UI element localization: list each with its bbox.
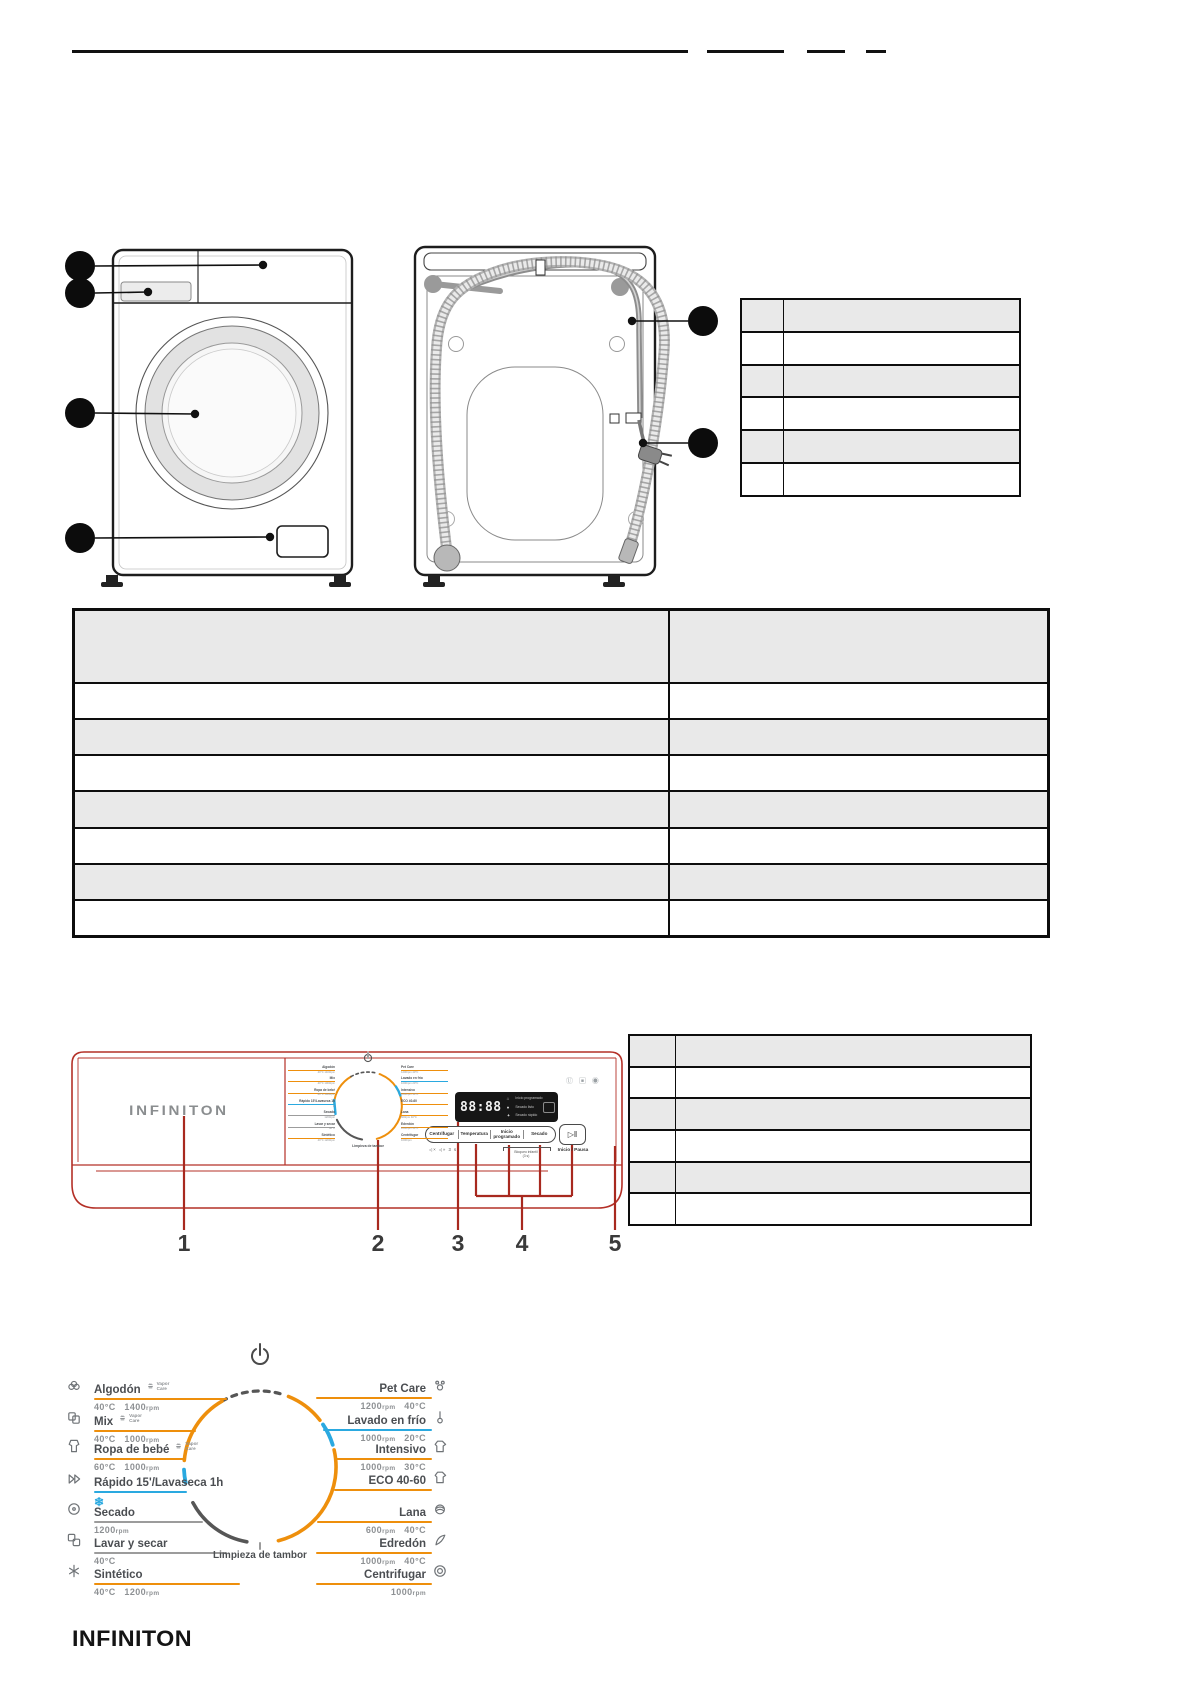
drain-hose-end	[434, 545, 460, 571]
mini-program-r-pido-15-lavaseca-1h: Rápido 15'/Lavaseca 1h ❄	[299, 1098, 335, 1108]
table-row	[75, 827, 1047, 863]
callout-bullet-power-cord	[688, 428, 718, 458]
certification-icons: Ⓤ ▣ ◉	[566, 1078, 601, 1085]
spin-button: Centrifugar	[429, 1131, 455, 1137]
eco-icon	[432, 1469, 448, 1485]
mix-icon	[66, 1410, 82, 1426]
callout-number-1: 1	[177, 1230, 191, 1256]
washdry-icon	[66, 1532, 82, 1548]
table-row	[742, 462, 1019, 495]
dry-button: Secado	[531, 1131, 548, 1137]
program-secado: Secado 1200rpm	[66, 1503, 248, 1535]
table-row	[630, 1097, 1030, 1129]
key-icon: ✦	[506, 1113, 511, 1118]
filter-door	[277, 526, 328, 557]
display-status-icons	[507, 1096, 511, 1118]
top-rule-dash-3	[866, 50, 886, 53]
table-row	[75, 682, 1047, 718]
mini-program-lana: Lana 600rpm 40°C	[401, 1110, 417, 1120]
table-header-row	[75, 611, 1047, 682]
table-row	[742, 300, 1019, 331]
mini-program-mix: Mix 40°C 1000rpm	[317, 1076, 335, 1086]
program-centrifugar: Centrifugar 1000rpm	[250, 1565, 448, 1597]
table-row	[630, 1129, 1030, 1161]
steam-icon	[146, 1382, 155, 1391]
program-r-pido-15-lavaseca-1h: Rápido 15'/Lavaseca 1h ❄	[66, 1473, 248, 1509]
hose-clip	[536, 260, 545, 275]
play-pause-icon: ▷‖	[567, 1130, 578, 1139]
sound-hint: ◁× ◁» 3 s	[429, 1147, 458, 1152]
panel-display	[455, 1092, 558, 1122]
program-intensivo: Intensivo 1000rpm 30°C	[250, 1440, 448, 1472]
drum-clean-label: Limpieza de tambor	[213, 1550, 307, 1561]
mini-program-pet-care: Pet Care 1200rpm 40°C	[401, 1065, 419, 1074]
callout-bullet-drawer	[65, 278, 95, 308]
display-digits: 88:88	[460, 1099, 502, 1115]
detergent-drawer	[121, 282, 191, 301]
intensive-icon	[432, 1438, 448, 1454]
callout-bullet-top-panel	[65, 251, 95, 281]
table-row	[75, 790, 1047, 826]
table-row	[742, 364, 1019, 397]
lock-icon: ⌂	[506, 1096, 510, 1101]
panel-legend-table	[628, 1034, 1032, 1226]
table-row	[630, 1161, 1030, 1193]
table-row	[630, 1192, 1030, 1224]
mini-program-intensivo: Intensivo 1000rpm 30°C	[401, 1087, 419, 1097]
mini-program-lavar-y-secar: Lavar y secar 40°C	[314, 1121, 335, 1131]
table-row	[742, 429, 1019, 462]
child-lock-hint: Bloqueo infantil (3 s)	[514, 1150, 538, 1158]
footer-brand-logo: INFINITON	[72, 1626, 192, 1651]
callout-bullet-door	[65, 398, 95, 428]
program-ropa-de-beb: Ropa de bebé Vapor Care 60°C 1000rpm	[66, 1440, 248, 1472]
table-row	[630, 1066, 1030, 1098]
mini-program-secado: Secado 1200rpm	[323, 1110, 335, 1120]
cold-icon	[432, 1409, 448, 1425]
top-rule-dash-2	[807, 50, 845, 53]
fast-icon	[66, 1471, 82, 1487]
spec-table	[72, 608, 1050, 938]
mini-program-ropa-de-beb: Ropa de bebé 60°C 1000rpm	[314, 1087, 335, 1097]
synthetic-icon	[66, 1563, 82, 1579]
display-indicators: Inicio programado Secado listo Secado rápido	[515, 1096, 543, 1117]
program-lana: Lana 600rpm 40°C	[250, 1503, 448, 1535]
mini-drum-clean-label: Limpieza de tambor	[352, 1144, 384, 1148]
top-rule-dash-1	[707, 50, 784, 53]
callout-number-5: 5	[608, 1230, 622, 1256]
start-pause-label: Inicio / Pausa	[557, 1148, 589, 1153]
program-eco-40-60: ECO 40-60	[250, 1471, 448, 1493]
display-side-box-icon	[543, 1102, 555, 1113]
program-lavar-y-secar: Lavar y secar 40°C	[66, 1534, 248, 1566]
program-algod-n: Algodón Vapor Care 40°C 1400rpm	[66, 1380, 248, 1412]
steam-icon	[174, 1442, 183, 1451]
callout-bullet-drain-hose	[688, 306, 718, 336]
start-pause-button	[559, 1124, 586, 1145]
callout-number-3: 3	[451, 1230, 465, 1256]
table-row	[75, 863, 1047, 899]
table-row	[630, 1036, 1030, 1066]
parts-table	[740, 298, 1021, 497]
mini-program-dial	[334, 1053, 402, 1140]
program-edred-n: Edredón 1000rpm 40°C	[250, 1534, 448, 1566]
mini-program-lavado-en-fr-o: Lavado en frío 1000rpm 20°C	[401, 1076, 423, 1086]
duvet-icon	[432, 1532, 448, 1548]
panel-brand-logo: INFINITON	[129, 1102, 229, 1118]
temperature-button: Temperatura	[460, 1131, 488, 1137]
delay-start-button: Inicio programado	[493, 1128, 521, 1139]
dry-icon	[66, 1501, 82, 1517]
program-pet-care: Pet Care 1200rpm 40°C	[250, 1379, 448, 1411]
mini-program-centrifugar: Centrifugar 1000rpm	[401, 1132, 419, 1142]
washer-figures	[55, 225, 735, 605]
pet-icon	[432, 1377, 448, 1393]
table-row	[75, 718, 1047, 754]
baby-icon	[66, 1438, 82, 1454]
mini-program-sint-tico: Sintético 40°C 1200rpm	[317, 1132, 335, 1142]
top-rule-solid	[72, 50, 688, 53]
callout-number-2: 2	[371, 1230, 385, 1256]
mini-program-algod-n: Algodón 40°C 1400rpm	[317, 1065, 335, 1074]
spin-icon	[432, 1563, 448, 1579]
cotton-icon	[66, 1378, 82, 1394]
program-mix: Mix Vapor Care 40°C 1000rpm	[66, 1412, 248, 1444]
mini-program-edred-n: Edredón 1000rpm 40°C	[401, 1121, 419, 1131]
table-row	[75, 899, 1047, 935]
program-lavado-en-fr-o: Lavado en frío 1000rpm 20°C	[250, 1411, 448, 1443]
callout-bullet-filter	[65, 523, 95, 553]
drop-icon: ●	[506, 1104, 510, 1110]
table-row	[742, 396, 1019, 429]
table-row	[742, 331, 1019, 364]
wool-icon	[432, 1501, 448, 1517]
door-glass	[168, 349, 296, 477]
callout-number-4: 4	[515, 1230, 529, 1256]
mini-program-eco-40-60: ECO 40-60	[401, 1098, 417, 1103]
steam-icon	[118, 1414, 127, 1423]
table-row	[75, 754, 1047, 790]
program-sint-tico: Sintético 40°C 1200rpm	[66, 1565, 248, 1597]
